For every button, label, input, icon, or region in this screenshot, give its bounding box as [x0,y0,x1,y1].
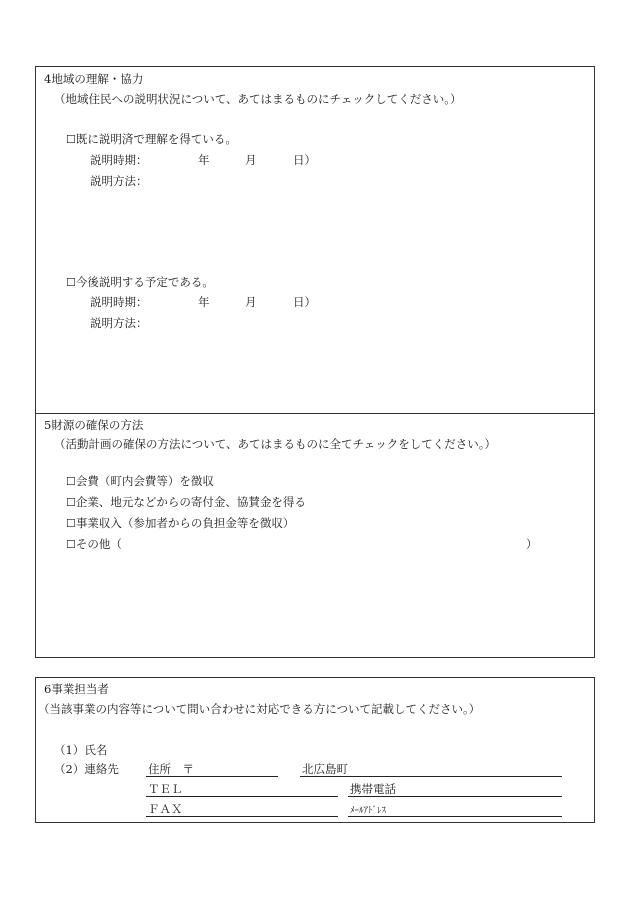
contact-label: （2）連絡先 [54,762,119,776]
explain-method-label: 説明方法： [90,316,148,330]
checkbox-icon[interactable]: ☐ [66,538,76,551]
mobile-label: 携帯電話 [350,782,396,796]
option-label: 今後説明する予定である。 [75,275,214,289]
town-label: 北広島町 [302,762,348,776]
town-line[interactable] [300,776,562,777]
explain-time-label: 説明時期： [90,153,148,167]
address-label: 住所 〒 [148,762,194,776]
address-line[interactable] [146,776,278,777]
checkbox-icon[interactable]: ☐ [66,496,76,509]
section4-note: （地域住民への説明状況について、あてはまるものにチェックしてください。） [54,92,462,106]
year-label: 年 [198,153,210,167]
day-label: 日） [293,153,316,167]
section-funding-methods [35,413,595,658]
explain-method-label: 説明方法： [90,174,148,188]
checkbox-icon[interactable]: ☐ [66,517,76,530]
funding-option-donations[interactable] [66,495,306,510]
option-will-explain[interactable] [66,275,214,290]
funding-option-revenue[interactable] [66,516,294,531]
option-label: その他（ [75,537,122,551]
email-line[interactable] [348,816,562,817]
checkbox-icon[interactable]: ☐ [66,475,76,488]
section-community-understanding [35,66,595,414]
fax-label: ＦＡＸ [148,802,183,816]
name-label: （1）氏名 [54,743,108,757]
section5-note: （活動計画の確保の方法について、あてはまるものに全てチェックをしてください。） [54,437,496,451]
funding-option-fees[interactable] [66,474,214,489]
checkbox-icon[interactable]: ☐ [66,276,76,289]
explain-time-label: 説明時期： [90,295,148,309]
option-already-explained[interactable] [66,132,237,147]
email-label: ﾒｰﾙｱﾄﾞﾚｽ [350,806,387,816]
section4-title: 4地域の理解・協力 [44,72,144,86]
option-label: 既に説明済で理解を得ている。 [75,132,237,146]
fax-line[interactable] [146,816,338,817]
section6-title: 6事業担当者 [44,682,109,696]
funding-option-other[interactable] [66,537,122,552]
mobile-line[interactable] [348,796,562,797]
section6-note: （当該事業の内容等について問い合わせに対応できる方について記載してください。） [38,702,481,716]
month-label: 月 [245,153,257,167]
option-label: 企業、地元などからの寄付金、協賛金を得る [75,495,306,509]
option-label: 会費（町内会費等）を徴収 [75,474,214,488]
year-label: 年 [198,295,210,309]
other-close-paren: ） [526,537,538,551]
checkbox-icon[interactable]: ☐ [66,133,76,146]
section-contact-person [35,677,595,823]
month-label: 月 [245,295,257,309]
section5-title: 5財源の確保の方法 [44,418,144,432]
tel-label: ＴＥＬ [148,782,183,796]
day-label: 日） [293,295,316,309]
option-label: 事業収入（参加者からの負担金等を徴収） [75,516,295,530]
tel-line[interactable] [146,796,338,797]
